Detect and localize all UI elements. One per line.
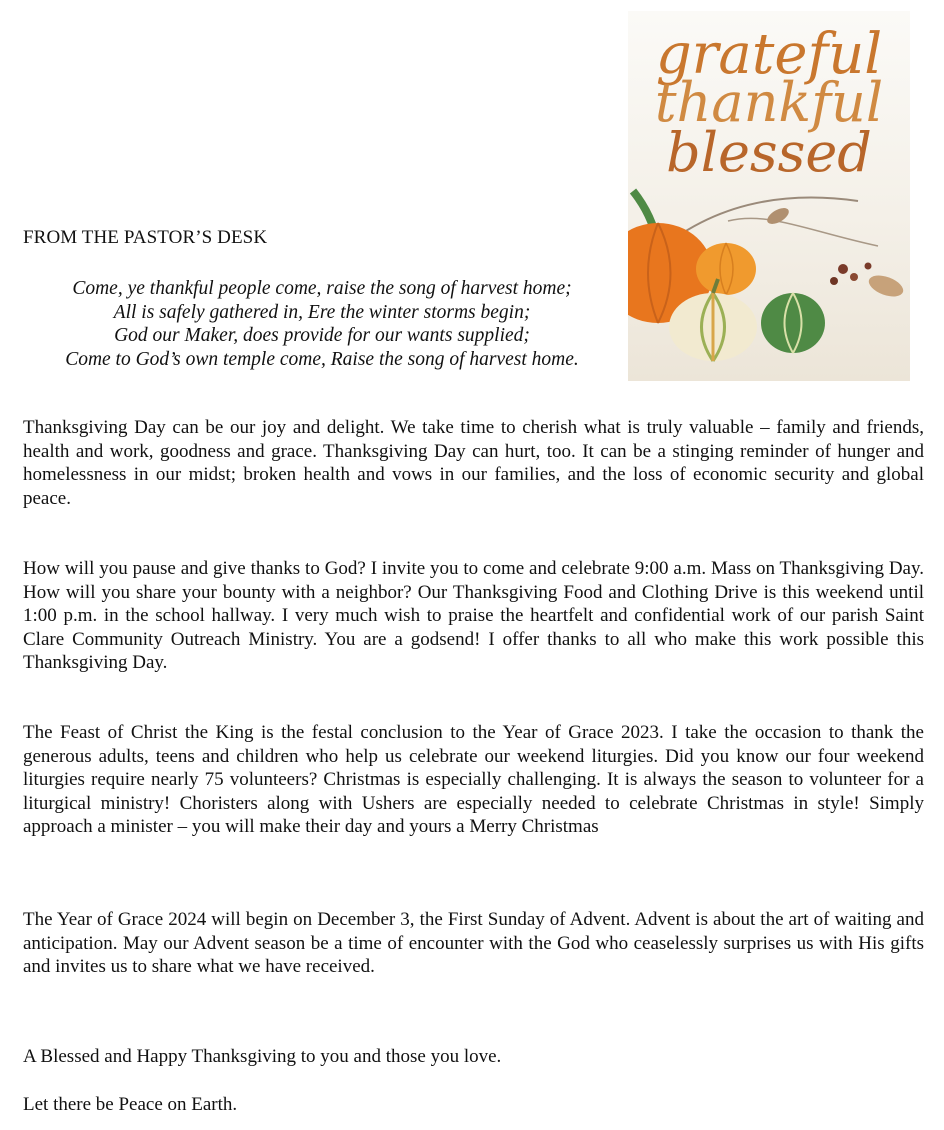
closing-blessing: Let there be Peace on Earth. (23, 1094, 238, 1115)
paragraph-advent: The Year of Grace 2024 will begin on December 3, the First Sunday of Advent. Advent is about the art of waiting and anticipation. May our Advent season be a time of encounter with the God who ceaselessly surprises us with His gifts and invites us to share what we have received. (23, 909, 924, 977)
paragraph-thanksgiving-joy: Thanksgiving Day can be our joy and delight. We take time to cherish what is truly valuable – family and friends, health and work, goodness and grace. Thanksgiving Day can hurt, too. It can be a stinging reminder of hunger and homelessness in our midst; broken health and vows in our families, and the loss of economic security and global peace. (23, 417, 924, 509)
hymn-line: Come, ye thankful people come, raise the song of harvest home; (72, 278, 572, 299)
closing-greeting: A Blessed and Happy Thanksgiving to you and those you love. (23, 1046, 502, 1067)
small-pumpkin-icon (696, 243, 756, 295)
paragraph-food-drive: How will you pause and give thanks to God? I invite you to come and celebrate 9:00 a.m. Mass on Thanksgiving Day. How will you share your bounty with a neighbor? Our Thanksgiving Food and Clothing Drive is this weekend until 1:00 p.m. in the school hallway. I very much wish to praise the heartfelt and confidential work of our parish Saint Clare Community Outreach Ministry. You are a godsend! I offer thanks to all who make this work possible this Thanksgiving Day. (23, 558, 924, 673)
hymn-line: God our Maker, does provide for our wants supplied; (114, 325, 530, 346)
thanksgiving-artwork (628, 11, 910, 381)
paragraph-christ-the-king: The Feast of Christ the King is the festal conclusion to the Year of Grace 2023. I take the occasion to thank the generous adults, teens and children who help us celebrate our weekend liturgies. Did you know our four weekend liturgies require nearly 75 volunteers? Christmas is especially challenging. It is always the season to volunteer for a liturgical ministry! Choristers along with Ushers are especially needed to celebrate Christmas in style! Simply approach a minister – you will make their day and yours a Merry Christmas (23, 722, 924, 837)
artwork-word-thankful: thankful (654, 71, 884, 134)
hymn-verse (22, 277, 622, 371)
berry-icon (838, 264, 848, 274)
artwork-word-grateful: grateful (655, 22, 883, 87)
page-title: FROM THE PASTOR’S DESK (23, 227, 268, 248)
leaf-icon-2 (866, 271, 906, 300)
grateful-thankful-blessed-illustration (628, 11, 910, 381)
hymn-line: Come to God’s own temple come, Raise the song of harvest home. (65, 348, 579, 370)
hymn-line: All is safely gathered in, Ere the winter storms begin; (113, 301, 531, 323)
green-gourd-icon (761, 293, 825, 353)
branch-decoration-2 (728, 218, 878, 246)
artwork-word-blessed: blessed (666, 121, 872, 184)
